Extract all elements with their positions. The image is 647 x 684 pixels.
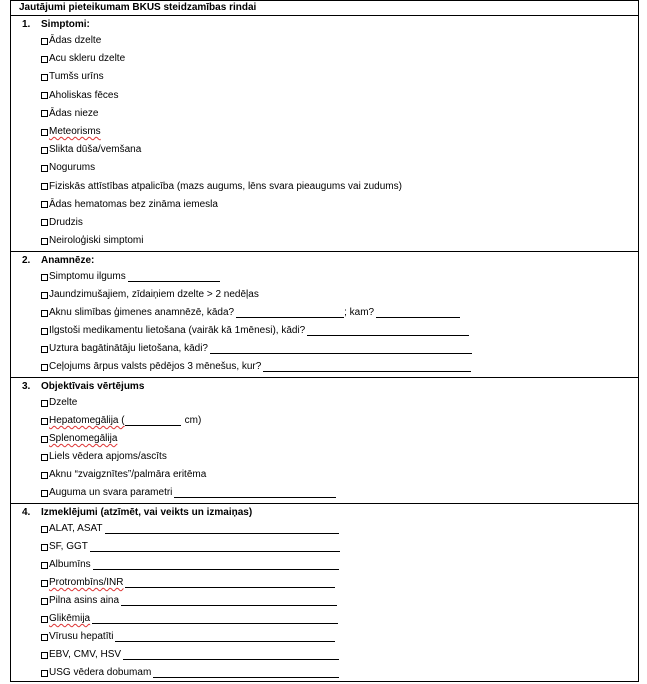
fill-in-line[interactable] bbox=[93, 560, 339, 570]
checkbox[interactable] bbox=[41, 436, 48, 443]
exam-item bbox=[11, 592, 638, 610]
checkbox[interactable] bbox=[41, 418, 48, 425]
section-heading: Anamnēze: bbox=[41, 254, 95, 266]
checkbox[interactable] bbox=[41, 598, 48, 605]
anamnesis-item bbox=[11, 268, 638, 286]
section-symptoms bbox=[11, 16, 638, 252]
symptom-item bbox=[11, 32, 638, 50]
item-label: Glikēmija bbox=[49, 613, 91, 624]
exam-item bbox=[11, 538, 638, 556]
symptom-item bbox=[11, 68, 638, 86]
anamnesis-item bbox=[11, 304, 638, 322]
assessment-item bbox=[11, 448, 638, 466]
item-label: Ādas hematomas bez zināma iemesla bbox=[49, 198, 218, 210]
form-title: Jautājumi pieteikumam BKUS steidzamības rindai bbox=[11, 1, 638, 16]
assessment-item bbox=[11, 430, 638, 448]
checkbox[interactable] bbox=[41, 129, 48, 136]
fill-in-line[interactable] bbox=[90, 542, 340, 552]
checkbox[interactable] bbox=[41, 183, 48, 190]
item-label: EBV, CMV, HSV bbox=[49, 649, 122, 660]
fill-in-line[interactable] bbox=[92, 614, 338, 624]
cm-label: cm) bbox=[184, 415, 202, 426]
checkbox[interactable] bbox=[41, 38, 48, 45]
item-label: Vīrusu hepatīti bbox=[49, 631, 114, 642]
item-label: Neiroloģiski simptomi bbox=[49, 235, 144, 247]
item-label: SF, GGT bbox=[49, 541, 88, 552]
anamnesis-item bbox=[11, 322, 638, 340]
checkbox[interactable] bbox=[41, 238, 48, 245]
section-number: 2. bbox=[22, 254, 31, 266]
section-heading: Simptomi: bbox=[41, 18, 90, 30]
item-label: Pilna asins aina bbox=[49, 595, 120, 606]
symptom-item bbox=[11, 50, 638, 68]
item-label: Acu skleru dzelte bbox=[49, 53, 126, 65]
anamnesis-item bbox=[11, 286, 638, 304]
section-anamnesis bbox=[11, 252, 638, 378]
section-header bbox=[11, 16, 638, 32]
anamnesis-item bbox=[11, 358, 638, 376]
item-label: Ādas nieze bbox=[49, 107, 99, 119]
exam-item bbox=[11, 628, 638, 646]
section-objective-assessment bbox=[11, 378, 638, 504]
item-label: Hepatomegālija ( bbox=[49, 415, 125, 426]
checkbox[interactable] bbox=[41, 274, 48, 281]
checkbox[interactable] bbox=[41, 328, 48, 335]
item-label: Dzelte bbox=[49, 397, 78, 408]
checkbox[interactable] bbox=[41, 616, 48, 623]
symptom-item bbox=[11, 232, 638, 250]
checkbox[interactable] bbox=[41, 454, 48, 461]
item-label: Ceļojums ārpus valsts pēdējos 3 mēnešus, kur? bbox=[49, 361, 262, 372]
item-label: Slikta dūša/vemšana bbox=[49, 144, 142, 156]
section-header bbox=[11, 378, 638, 394]
checkbox[interactable] bbox=[41, 652, 48, 659]
item-label: Aknu “zvaigznītes”/palmāra eritēma bbox=[49, 469, 207, 480]
section-number: 4. bbox=[22, 506, 31, 518]
section-heading: Izmeklējumi (atzīmēt, vai veikts un izmaiņas) bbox=[41, 506, 253, 518]
item-label: USG vēdera dobumam bbox=[49, 667, 152, 678]
fill-in-line[interactable] bbox=[307, 326, 469, 336]
checkbox[interactable] bbox=[41, 526, 48, 533]
section-examinations bbox=[11, 504, 638, 684]
checkbox[interactable] bbox=[41, 364, 48, 371]
item-label: Ādas dzelte bbox=[49, 35, 102, 47]
fill-in-line[interactable] bbox=[128, 272, 220, 282]
checkbox[interactable] bbox=[41, 310, 48, 317]
item-label: Liels vēdera apjoms/ascīts bbox=[49, 451, 167, 462]
fill-in-line[interactable] bbox=[236, 308, 344, 318]
item-label: Uztura bagātinātāju lietošana, kādi? bbox=[49, 343, 208, 354]
item-label: Aknu slimības ģimenes anamnēzē, kāda? bbox=[49, 307, 235, 318]
item-label: ALAT, ASAT bbox=[49, 523, 103, 534]
item-label: Auguma un svara parametri bbox=[49, 487, 173, 498]
fill-in-line[interactable] bbox=[123, 650, 339, 660]
exam-item bbox=[11, 646, 638, 664]
item-label: Tumšs urīns bbox=[49, 71, 104, 83]
checkbox[interactable] bbox=[41, 346, 48, 353]
fill-in-line[interactable] bbox=[125, 578, 335, 588]
checkbox[interactable] bbox=[41, 400, 48, 407]
fill-in-line[interactable] bbox=[210, 344, 472, 354]
fill-in-line[interactable] bbox=[263, 362, 471, 372]
item-label: Drudzis bbox=[49, 216, 83, 228]
checkbox[interactable] bbox=[41, 580, 48, 587]
symptom-item bbox=[11, 214, 638, 232]
item-label: Simptomu ilgums bbox=[49, 271, 126, 282]
item-label: Nogurums bbox=[49, 162, 96, 174]
checkbox[interactable] bbox=[41, 165, 48, 172]
fill-in-line[interactable] bbox=[174, 488, 336, 498]
checkbox[interactable] bbox=[41, 201, 48, 208]
item-label: Aholiskas fēces bbox=[49, 89, 119, 101]
checkbox[interactable] bbox=[41, 74, 48, 81]
fill-in-line[interactable] bbox=[105, 524, 339, 534]
fill-in-line[interactable] bbox=[125, 416, 181, 426]
exam-item bbox=[11, 574, 638, 592]
symptom-item bbox=[11, 159, 638, 177]
symptom-item bbox=[11, 87, 638, 105]
item-label: Albumīns bbox=[49, 559, 91, 570]
item-label: Meteorisms bbox=[49, 126, 101, 138]
symptom-item bbox=[11, 178, 638, 196]
item-label: Ilgstoši medikamentu lietošana (vairāk kā 1mēnesi), kādi? bbox=[49, 325, 306, 336]
checkbox[interactable] bbox=[41, 472, 48, 479]
checkbox[interactable] bbox=[41, 110, 48, 117]
anamnesis-item bbox=[11, 340, 638, 358]
fill-in-line[interactable] bbox=[153, 668, 339, 678]
section-heading: Objektīvais vērtējums bbox=[41, 380, 145, 392]
fill-in-line[interactable] bbox=[121, 596, 337, 606]
fill-in-line[interactable] bbox=[115, 632, 335, 642]
item-label: Protrombīns/INR bbox=[49, 577, 124, 588]
kam-label: ; kam? bbox=[344, 307, 375, 318]
symptom-item bbox=[11, 196, 638, 214]
item-label: Splenomegālija bbox=[49, 433, 118, 444]
fill-in-line[interactable] bbox=[376, 308, 460, 318]
section-number: 1. bbox=[22, 18, 31, 30]
checkbox[interactable] bbox=[41, 490, 48, 497]
symptom-item bbox=[11, 141, 638, 159]
assessment-item bbox=[11, 466, 638, 484]
item-label: Fiziskās attīstības atpalicība (mazs augums, lēns svara pieaugums vai zudums) bbox=[49, 180, 402, 192]
checkbox[interactable] bbox=[41, 634, 48, 641]
form-document bbox=[10, 0, 639, 682]
symptom-item bbox=[11, 123, 638, 141]
checkbox[interactable] bbox=[41, 219, 48, 226]
exam-item bbox=[11, 610, 638, 628]
checkbox[interactable] bbox=[41, 544, 48, 551]
checkbox[interactable] bbox=[41, 670, 48, 677]
symptom-item bbox=[11, 105, 638, 123]
section-header bbox=[11, 504, 638, 520]
assessment-item bbox=[11, 484, 638, 502]
exam-item bbox=[11, 520, 638, 538]
checkbox[interactable] bbox=[41, 92, 48, 99]
exam-item bbox=[11, 664, 638, 682]
item-label: Jaundzimušajiem, zīdaiņiem dzelte > 2 nedēļas bbox=[49, 289, 259, 300]
checkbox[interactable] bbox=[41, 56, 48, 63]
section-number: 3. bbox=[22, 380, 31, 392]
assessment-item bbox=[11, 394, 638, 412]
checkbox[interactable] bbox=[41, 292, 48, 299]
section-header bbox=[11, 252, 638, 268]
assessment-item bbox=[11, 412, 638, 430]
exam-item bbox=[11, 556, 638, 574]
checkbox[interactable] bbox=[41, 147, 48, 154]
checkbox[interactable] bbox=[41, 562, 48, 569]
